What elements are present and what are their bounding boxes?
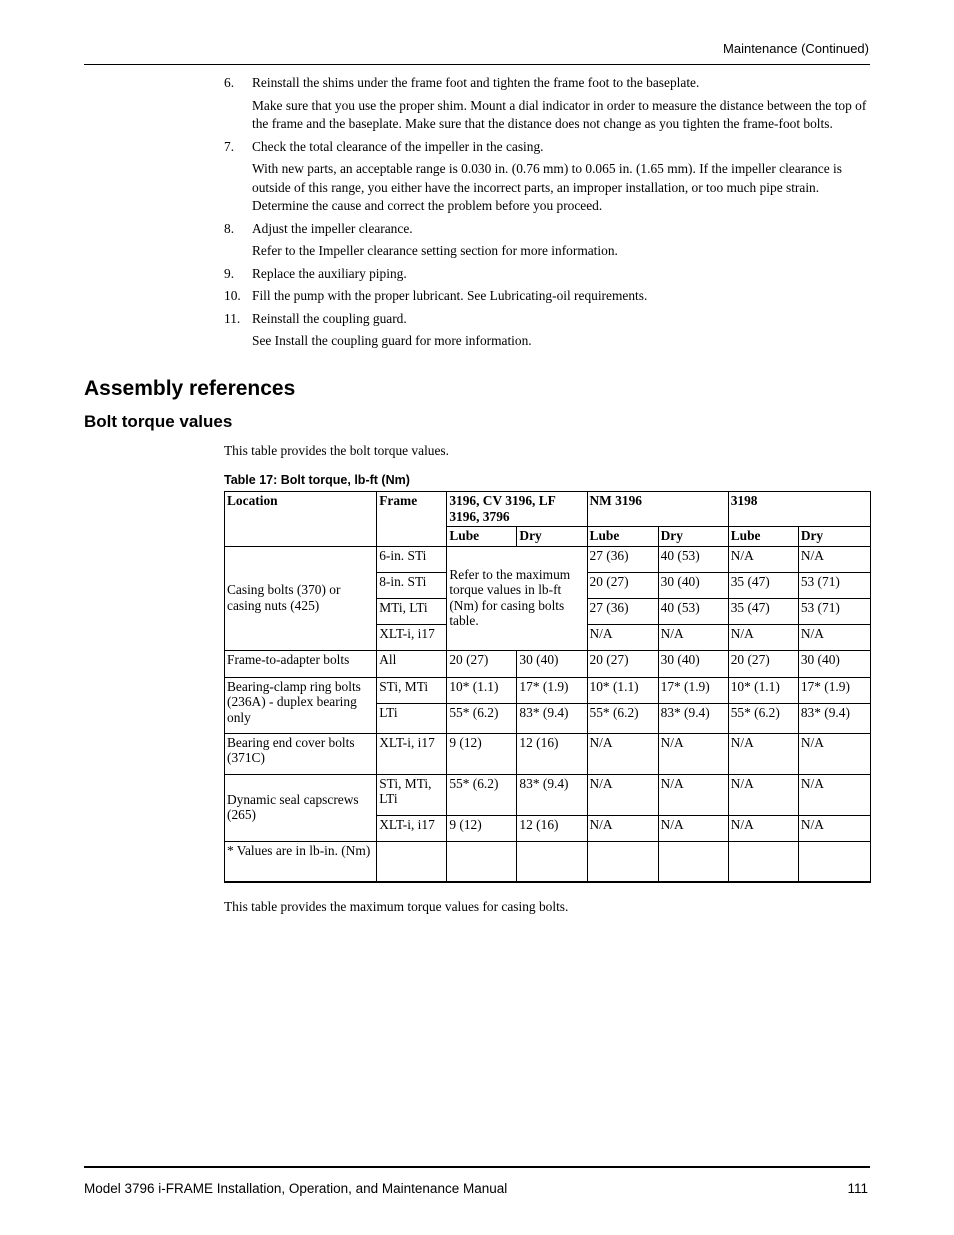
cell-value: 20 (27): [447, 650, 517, 677]
header-dry: Dry: [658, 527, 728, 547]
step-number: 7.: [224, 138, 235, 154]
running-header: Maintenance (Continued): [723, 41, 869, 56]
cell-value: N/A: [798, 546, 870, 572]
step-11: [224, 310, 870, 351]
cell-value: N/A: [728, 733, 798, 774]
footer-manual-title: Model 3796 i-FRAME Installation, Operation, and Maintenance Manual: [84, 1181, 508, 1196]
empty-cell: [377, 841, 447, 882]
row-frame: MTi, LTi: [377, 598, 447, 624]
cell-value: 12 (16): [517, 733, 587, 774]
cell-value: 55* (6.2): [447, 774, 517, 815]
cell-value: 30 (40): [517, 650, 587, 677]
row-location: Bearing end cover bolts (371C): [225, 733, 377, 774]
cell-value: 83* (9.4): [798, 703, 870, 733]
section-title: Assembly references: [84, 377, 296, 400]
step-number: 11.: [224, 310, 241, 326]
cell-value: N/A: [728, 774, 798, 815]
row-frame: STi, MTi, LTi: [377, 774, 447, 815]
cell-value: 40 (53): [658, 598, 728, 624]
step-8: [224, 220, 870, 261]
cell-value: N/A: [798, 815, 870, 841]
cell-value: 20 (27): [587, 572, 658, 598]
row-frame: 8-in. STi: [377, 572, 447, 598]
step-text: Replace the auxiliary piping.: [252, 265, 407, 281]
header-dry: Dry: [798, 527, 870, 547]
row-frame: LTi: [377, 703, 447, 733]
header-dry: Dry: [517, 527, 587, 547]
cell-value: 55* (6.2): [728, 703, 798, 733]
step-text: Reinstall the coupling guard.: [252, 310, 407, 326]
after-table-text: This table provides the maximum torque values for casing bolts.: [224, 899, 569, 914]
row-frame: All: [377, 650, 447, 677]
cell-value: N/A: [658, 815, 728, 841]
cell-value: N/A: [587, 624, 658, 650]
cell-value: N/A: [658, 774, 728, 815]
table-footnote: * Values are in lb-in. (Nm): [225, 841, 377, 882]
cell-value: 27 (36): [587, 546, 658, 572]
bolt-torque-table: [224, 491, 871, 883]
header-lube: Lube: [587, 527, 658, 547]
header-location: Location: [225, 492, 377, 547]
step-number: 10.: [224, 288, 241, 303]
step-number: 8.: [224, 220, 235, 236]
cell-value: 30 (40): [658, 572, 728, 598]
procedure-steps: [224, 74, 870, 355]
cell-value: 17* (1.9): [517, 677, 587, 703]
cell-value: 53 (71): [798, 572, 870, 598]
step-text: Fill the pump with the proper lubricant. See Lubricating-oil requirements.: [252, 288, 648, 303]
table-row: [225, 774, 871, 815]
row-frame: XLT-i, i17: [377, 815, 447, 841]
cell-value: 9 (12): [447, 733, 517, 774]
step-detail: Refer to the Impeller clearance setting section for more information.: [252, 243, 618, 258]
empty-cell: [658, 841, 728, 882]
row-location: Casing bolts (370) or casing nuts (425): [225, 546, 377, 650]
row-location: Bearing-clamp ring bolts (236A) - duplex bearing only: [225, 677, 377, 733]
cell-value: 55* (6.2): [587, 703, 658, 733]
header-lube: Lube: [447, 527, 517, 547]
step-detail: See Install the coupling guard for more information.: [252, 333, 532, 348]
step-text: Reinstall the shims under the frame foot and tighten the frame foot to the baseplate.: [252, 75, 700, 90]
cell-value: 55* (6.2): [447, 703, 517, 733]
cell-value: 83* (9.4): [517, 774, 587, 815]
cell-value: N/A: [587, 815, 658, 841]
empty-cell: [447, 841, 517, 882]
cell-value: 83* (9.4): [658, 703, 728, 733]
table-row: [225, 546, 871, 572]
cell-value: 10* (1.1): [728, 677, 798, 703]
cell-value: 35 (47): [728, 598, 798, 624]
cell-value: 40 (53): [658, 546, 728, 572]
step-7: [224, 138, 870, 216]
header-group-3198: 3198: [728, 492, 870, 527]
step-detail: Make sure that you use the proper shim. Mount a dial indicator in order to measure the distance between the top of the frame and the baseplate. Make sure that the distance does not change as you tighten the frame-foot bolts.: [252, 97, 867, 131]
header-lube: Lube: [728, 527, 798, 547]
row-location: Dynamic seal capscrews (265): [225, 774, 377, 841]
cell-value: 27 (36): [587, 598, 658, 624]
cell-value: N/A: [658, 733, 728, 774]
header-group-3196: 3196, CV 3196, LF 3196, 3796: [447, 492, 587, 527]
cell-value: 9 (12): [447, 815, 517, 841]
table-row: [225, 841, 871, 882]
cell-value: 30 (40): [798, 650, 870, 677]
header-frame: Frame: [377, 492, 447, 547]
table-row: [225, 733, 871, 774]
cell-value: 17* (1.9): [658, 677, 728, 703]
table-row: [225, 677, 871, 703]
cell-value: N/A: [798, 624, 870, 650]
cell-value: 10* (1.1): [587, 677, 658, 703]
row-frame: 6-in. STi: [377, 546, 447, 572]
cell-value: N/A: [587, 774, 658, 815]
table-header-row: [225, 492, 871, 527]
step-detail: With new parts, an acceptable range is 0.030 in. (0.76 mm) to 0.065 in. (1.65 mm). If the impeller clearance is outside of this range, you either have the incorrect parts, an improper installation, or too much pipe strain. Determine the cause and correct the problem before you proceed.: [252, 161, 842, 213]
step-9: [224, 265, 870, 284]
row-frame: XLT-i, i17: [377, 624, 447, 650]
step-number: 6.: [224, 75, 235, 90]
step-10: [224, 287, 870, 306]
cell-value: 20 (27): [728, 650, 798, 677]
cell-value: N/A: [798, 774, 870, 815]
header-group-nm3196: NM 3196: [587, 492, 728, 527]
subsection-title: Bolt torque values: [84, 412, 233, 431]
cell-value: 17* (1.9): [798, 677, 870, 703]
row-frame: STi, MTi: [377, 677, 447, 703]
header-rule: [84, 64, 870, 65]
cell-value: N/A: [658, 624, 728, 650]
row-frame: XLT-i, i17: [377, 733, 447, 774]
cell-value: 35 (47): [728, 572, 798, 598]
empty-cell: [728, 841, 798, 882]
table-caption: Table 17: Bolt torque, lb-ft (Nm): [224, 473, 410, 487]
empty-cell: [587, 841, 658, 882]
page-number: 111: [847, 1181, 868, 1196]
cell-value: 83* (9.4): [517, 703, 587, 733]
cell-value: 12 (16): [517, 815, 587, 841]
empty-cell: [517, 841, 587, 882]
footer-rule: [84, 1166, 870, 1168]
row-location: Frame-to-adapter bolts: [225, 650, 377, 677]
empty-cell: [798, 841, 870, 882]
step-number: 9.: [224, 265, 235, 281]
cell-value: 10* (1.1): [447, 677, 517, 703]
table-intro: This table provides the bolt torque values.: [224, 443, 449, 458]
cell-value: N/A: [587, 733, 658, 774]
cell-value: N/A: [728, 546, 798, 572]
cell-value: 30 (40): [658, 650, 728, 677]
step-text: Check the total clearance of the impeller in the casing.: [252, 138, 544, 154]
cell-value: 20 (27): [587, 650, 658, 677]
table-row: [225, 650, 871, 677]
cell-value: N/A: [728, 624, 798, 650]
cell-value: N/A: [728, 815, 798, 841]
casing-refer-note: Refer to the maximum torque values in lb-ft (Nm) for casing bolts table.: [447, 546, 587, 650]
cell-value: 53 (71): [798, 598, 870, 624]
step-text: Adjust the impeller clearance.: [252, 220, 413, 236]
cell-value: N/A: [798, 733, 870, 774]
step-6: [224, 74, 870, 134]
